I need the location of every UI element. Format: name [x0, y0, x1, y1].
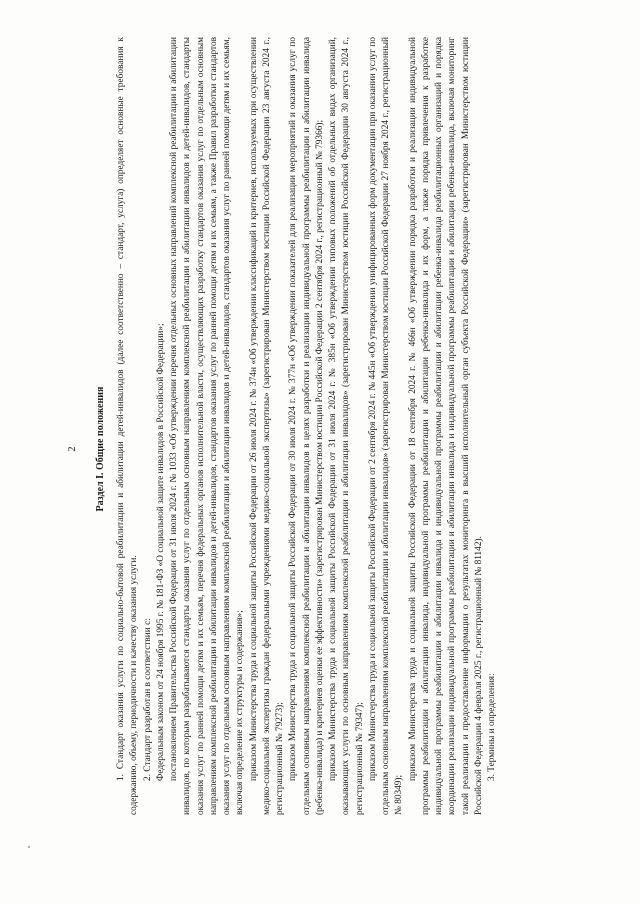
scan-speck — [28, 846, 30, 848]
page-number: 2 — [67, 446, 78, 452]
paragraph-1-standard-definition: 1. Стандарт оказания услуги по социально-бытовой реабилитации и абилитации детей-инвалидов (далее соответственно – стандарт, услуга) определяет основные требования к содержанию, объему, периодичности и качеству оказания услуги. — [116, 37, 140, 815]
paragraph-3-terms-definitions: 3. Термины и определения: — [487, 673, 497, 781]
paragraph-order-385n: приказом Министерства труда и социальной защиты Российской Федерации от 31 июля 2024 г. № 385н «Об утверждении типовых положений об отдельных видах организаций, оказывающих услуги по основным направлениям комплексной реабилитации и абилитации инвалидов» (зарегистрирован Министерством юстиции Российской Федерации 30 августа 2024 г., регистрационный № 79347); — [328, 37, 365, 815]
section-title: Раздел I. Общие положения — [95, 386, 106, 512]
rotated-page-content — [60, 31, 580, 867]
paragraph-federal-law-181: Федеральным законом от 24 ноября 1995 г. № 181-ФЗ «О социальной защите инвалидов в Российской Федерации»; — [155, 323, 166, 781]
document-body — [115, 37, 499, 815]
paragraph-2-developed-in-accordance: 2. Стандарт разработан в соответствии с: — [142, 618, 153, 781]
paragraph-order-374n: приказом Министерства труда и социальной защиты Российской Федерации от 26 июля 2024 г. № 374н «Об утверждении классификаций и критериев, используемых при осуществлении медико-социальной экспертизы граждан федеральными учреждениями медико-социальной экспертизы» (зарегистрирован Министерством юстиции Российской Федерации 23 августа 2024 г., регистрационный № 79273); — [248, 37, 285, 815]
paragraph-order-445n: приказом Министерства труда и социальной защиты Российской Федерации от 2 сентября 2024 г. № 445н «Об утверждении унифицированных форм документации при оказании услуг по отдельным основным направлениям комплексной реабилитации и абилитации инвалидов» (зарегистрирован Министерством юстиции Российской Федерации 27 ноября 2024 г., регистрационный № 80349); — [367, 37, 405, 815]
paragraph-order-377n: приказом Министерства труда и социальной защиты Российской Федерации от 30 июля 2024 г. № 377н «Об утверждении показателей для реализации мероприятий и оказания услуг по отдельным основным направлениям комплексной реабилитации и абилитации инвалидов в целях разработки и реализации индивидуальной программы реабилитации и абилитации инвалида (ребенка-инвалида) и критериев оценки ее эффективности» (зарегистрирован Министерством юстиции Российской Федерации 2 сентября 2024 г., регистрационный № 79366); — [288, 37, 325, 815]
paragraph-government-decree-1033: постановлением Правительства Российской Федерации от 31 июля 2024 г. № 1033 «Об утверждении перечня отдельных основных направлений комплексной реабилитации и абилитации инвалидов, по которым разрабатываются стандарты оказания услуг по отдельным основным направлениям комплексной реабилитации и абилитации инвалидов и детей-инвалидов, стандарты оказания услуг по ранней помощи детям и их семьям, перечня федеральных органов исполнительной власти, осуществляющих разработку стандартов оказания услуг по отдельным основным направлениям комплексной реабилитации и абилитации инвалидов и детей-инвалидов, стандартов оказания услуг по ранней помощи детям и их семьям, а также Правил разработки стандартов оказания услуг по отдельным основным направлениям комплексной реабилитации и абилитации инвалидов и детей-инвалидов, стандартов оказания услуг по ранней помощи детям и их семьям, включая определение их структуры и содержания»; — [169, 37, 246, 815]
paragraph-order-466n: приказом Министерства труда и социальной защиты Российской Федерации от 18 сентября 2024 г. № 466н «Об утверждении порядка разработки и реализации индивидуальной программы реабилитации и абилитации инвалида, индивидуальной программы реабилитации и абилитации ребенка-инвалида и их форм, а также порядка привлечения к разработке индивидуальной программы реабилитации и абилитации инвалида и индивидуальной программы реабилитации и абилитации ребенка-инвалида реабилитационных организаций и порядка координации реализации индивидуальной программы реабилитации и абилитации инвалида и индивидуальной программы реабилитации и абилитации ребенка-инвалида, включая мониторинг такой реализации и предоставление информации о результатах мониторинга в высший исполнительный орган субъекта Российской Федерации» (зарегистрирован Министерством юстиции Российской Федерации 4 февраля 2025 г., регистрационный № 81142). — [407, 37, 484, 815]
